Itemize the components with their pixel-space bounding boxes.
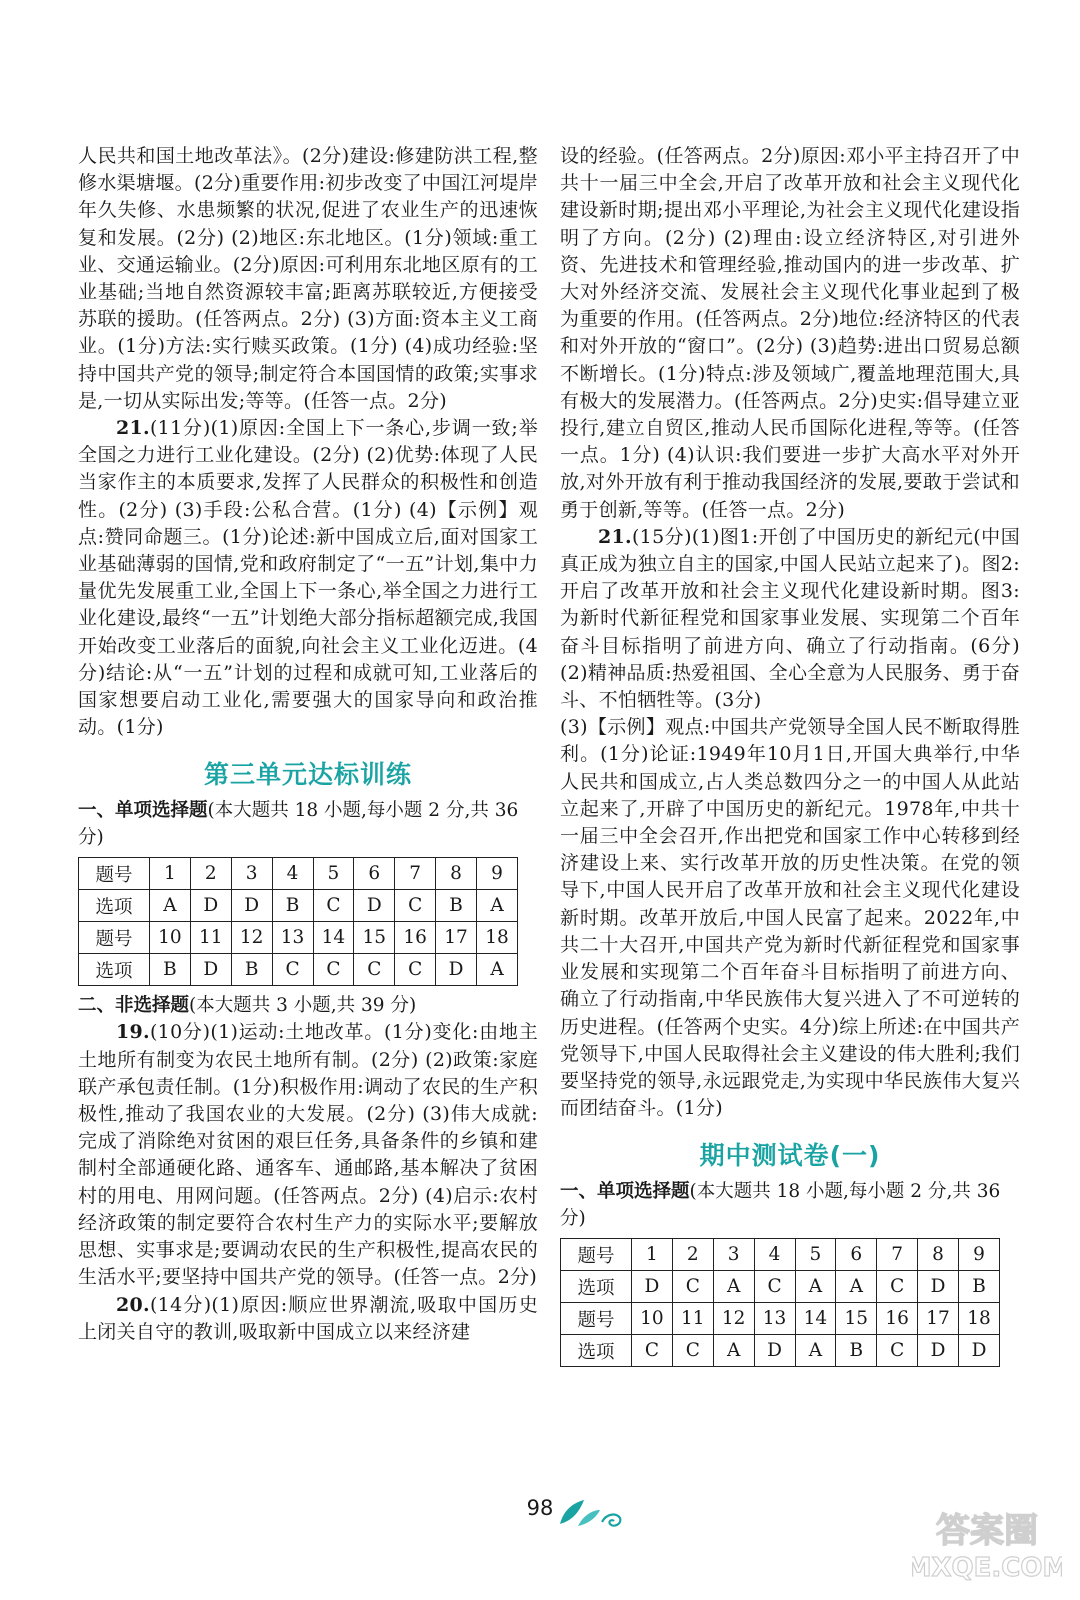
table-cell: 5 xyxy=(795,1239,836,1271)
mc-heading-rest: (本大题共 18 小题,每小题 2 分,共 36 分) xyxy=(560,1181,1001,1230)
table-row xyxy=(79,922,518,954)
table-cell: A xyxy=(795,1335,836,1367)
table-cell: 18 xyxy=(477,922,518,954)
answer-table-unit3 xyxy=(78,857,518,986)
table-cell: A xyxy=(795,1271,836,1303)
table-cell: 6 xyxy=(354,858,395,890)
q20-number: 20. xyxy=(116,1293,150,1316)
left-question-21 xyxy=(78,415,538,741)
q21-answer: (15分)(1)图1:开创了中国历史的新纪元(中国真正成为独立自主的国家,中国人民站立起来了)。图2:开启了改革开放和社会主义现代化建设新时期。图3:为新时代新征程党和国家事业发展、实现第二个百年奋斗目标指明了前进方向、确立了行动指南。(6分) (2)精神品质:热爱祖国、全心全意为人民服务、勇于奋斗、不怕牺牲等。(3分) xyxy=(560,525,1020,712)
table-cell: 4 xyxy=(272,858,313,890)
table-cell: 14 xyxy=(313,922,354,954)
right-question-21 xyxy=(560,524,1020,714)
table-cell: 4 xyxy=(754,1239,795,1271)
row-label: 选项 xyxy=(561,1335,632,1367)
left-column xyxy=(78,143,538,1346)
table-row xyxy=(561,1303,1000,1335)
row-label: 题号 xyxy=(79,922,150,954)
left-answer-continued: 人民共和国土地改革法》。(2分)建设:修建防洪工程,整修水渠塘堰。(2分)重要作用:初步改变了中国江河堤岸年久失修、水患频繁的状况,促进了农业生产的迅速恢复和发展。(2分) (2)地区:东北地区。(1分)领域:重工业、交通运输业。(2分)原因:可利用东北地区原有的工业基础;当地自然资源较丰富;距离苏联较近,方便接受苏联的援助。(任答两点。2分) (3)方面:资本主义工商业。(1分)方法:实行赎买政策。(1分) (4)成功经验:坚持中国共产党的领导;制定符合本国国情的政策;实事求是,一切从实际出发;等等。(任答一点。2分) xyxy=(78,145,538,412)
table-row xyxy=(79,890,518,922)
table-cell: 2 xyxy=(672,1239,713,1271)
watermark-logo xyxy=(912,1506,1062,1588)
table-cell: 16 xyxy=(877,1303,918,1335)
table-cell: 13 xyxy=(272,922,313,954)
table-cell: 16 xyxy=(395,922,436,954)
table-cell: 18 xyxy=(959,1303,1000,1335)
table-cell: C xyxy=(672,1335,713,1367)
table-cell: C xyxy=(632,1335,673,1367)
table-cell: D xyxy=(231,890,272,922)
table-cell: 14 xyxy=(795,1303,836,1335)
table-cell: 17 xyxy=(918,1303,959,1335)
section-title-midterm: 期中测试卷(一) xyxy=(699,1141,881,1171)
table-cell: C xyxy=(313,890,354,922)
table-cell: 7 xyxy=(395,858,436,890)
q20-answer: (14分)(1)原因:顺应世界潮流,吸取中国历史上闭关自守的教训,吸取新中国成立以来经济建 xyxy=(78,1293,538,1343)
page-number: 98 xyxy=(526,1496,554,1520)
row-label: 题号 xyxy=(561,1303,632,1335)
table-cell: A xyxy=(713,1335,754,1367)
q19-answer: (10分)(1)运动:土地改革。(1分)变化:由地主土地所有制变为农民土地所有制。(2分) (2)政策:家庭联产承包责任制。(1分)积极作用:调动了农民的生产积极性,推动了我国农业的大发展。(2分) (3)伟大成就:完成了消除绝对贫困的艰巨任务,具备条件的乡镇和建制村全部通硬化路、通客车、通邮路,基本解决了贫困村的用电、用网问题。(任答两点。2分) (4)启示:农村经济政策的制定要符合农村生产力的实际水平;要解放思想、实事求是;要调动农民的生产积极性,提高农民的生活水平;要坚持中国共产党的领导。(任答一点。2分) xyxy=(78,1021,538,1289)
table-cell: 9 xyxy=(959,1239,1000,1271)
table-row xyxy=(79,858,518,890)
table-cell: D xyxy=(754,1335,795,1367)
table-cell: 2 xyxy=(190,858,231,890)
left-question-20 xyxy=(78,1292,538,1346)
table-row xyxy=(561,1335,1000,1367)
table-cell: B xyxy=(272,890,313,922)
table-cell: C xyxy=(313,954,354,986)
table-row xyxy=(561,1271,1000,1303)
right-answer-continued: 设的经验。(任答两点。2分)原因:邓小平主持召开了中共十一届三中全会,开启了改革开放和社会主义现代化建设新时期;提出邓小平理论,为社会主义现代化建设指明了方向。(2分) (2)理由:设立经济特区,对引进外资、先进技术和管理经验,推动国内的进一步改革、扩大对外经济交流、发展社会主义现代化事业起到了极为重要的作用。(任答两点。2分)地位:经济特区的代表和对外开放的“窗口”。(2分) (3)趋势:进出口贸易总额不断增长。(1分)特点:涉及领域广,覆盖地理范围大,具有极大的发展潜力。(任答两点。2分)史实:倡导建立亚投行,建立自贸区,推动人民币国际化进程,等等。(任答一点。1分) (4)认识:我们要进一步扩大高水平对外开放,对外开放有利于推动我国经济的发展,要敢于尝试和勇于创新,等等。(任答一点。2分) xyxy=(560,145,1020,521)
table-cell: C xyxy=(877,1271,918,1303)
answer-table-midterm xyxy=(560,1238,1000,1367)
table-cell: D xyxy=(436,954,477,986)
q21-number: 21. xyxy=(116,417,150,440)
q21-answer: (11分)(1)原因:全国上下一条心,步调一致;举全国之力进行工业化建设。(2分) (2)优势:体现了人民当家作主的本质要求,发挥了人民群众的积极性和创造性。(2分) (3)手段:公私合营。(1分) (4)【示例】观点:赞同命题三。(1分)论述:新中国成立后,面对国家工业基础薄弱的国情,党和政府制定了“一五”计划,集中力量优先发展重工业,全国上下一条心,举全国之力进行工业化建设,最终“一五”计划绝大部分指标超额完成,我国开始改变工业落后的面貌,向社会主义工业化迈进。(4分)结论:从“一五”计划的过程和成就可知,工业落后的国家想要启动工业化,需要强大的国家导向和政治推动。(1分) xyxy=(78,417,538,739)
mc-heading xyxy=(78,797,538,851)
table-cell: C xyxy=(395,954,436,986)
mc-heading xyxy=(560,1178,1020,1232)
watermark-text-bottom: MXQE.COM xyxy=(912,1553,1062,1583)
table-cell: 15 xyxy=(836,1303,877,1335)
table-cell: A xyxy=(836,1271,877,1303)
table-cell: D xyxy=(190,954,231,986)
non-mc-heading-rest: (本大题共 3 小题,共 39 分) xyxy=(189,995,417,1017)
leaf-swirl-icon xyxy=(554,1494,634,1538)
table-cell: B xyxy=(436,890,477,922)
table-cell: A xyxy=(150,890,191,922)
table-cell: 15 xyxy=(354,922,395,954)
table-cell: 1 xyxy=(150,858,191,890)
table-cell: B xyxy=(231,954,272,986)
table-row xyxy=(561,1239,1000,1271)
mc-heading-rest: (本大题共 18 小题,每小题 2 分,共 36 分) xyxy=(78,800,519,849)
table-cell: 1 xyxy=(632,1239,673,1271)
table-row xyxy=(79,954,518,986)
non-mc-heading xyxy=(78,992,538,1019)
table-cell: D xyxy=(918,1335,959,1367)
table-cell: 8 xyxy=(436,858,477,890)
table-cell: C xyxy=(877,1335,918,1367)
table-cell: 10 xyxy=(150,922,191,954)
table-cell: B xyxy=(150,954,191,986)
table-cell: 6 xyxy=(836,1239,877,1271)
table-cell: B xyxy=(836,1335,877,1367)
q21-number: 21. xyxy=(598,525,632,548)
mc-heading-bold: 一、单项选择题 xyxy=(560,1181,690,1203)
table-cell: 17 xyxy=(436,922,477,954)
table-cell: D xyxy=(632,1271,673,1303)
table-cell: 8 xyxy=(918,1239,959,1271)
table-cell: 3 xyxy=(231,858,272,890)
table-cell: C xyxy=(754,1271,795,1303)
q19-number: 19. xyxy=(116,1021,150,1044)
row-label: 题号 xyxy=(561,1239,632,1271)
table-cell: 3 xyxy=(713,1239,754,1271)
table-cell: 9 xyxy=(477,858,518,890)
table-cell: 7 xyxy=(877,1239,918,1271)
right-question-21-part3: (3)【示例】观点:中国共产党领导全国人民不断取得胜利。(1分)论证:1949年10月1日,开国大典举行,中华人民共和国成立,占人类总数四分之一的中国人从此站立起来了,开辟了中国历史的新纪元。1978年,中共十一届三中全会召开,作出把党和国家工作中心转移到经济建设上来、实行改革开放的历史性决策。在党的领导下,中国人民开启了改革开放和社会主义现代化建设新时期。改革开放后,中国人民富了起来。2022年,中共二十大召开,中国共产党为新时代新征程党和国家事业发展和实现第二个百年奋斗目标指明了前进方向、确立了行动指南,中华民族伟大复兴进入了不可逆转的历史进程。(任答两个史实。4分)综上所述:在中国共产党领导下,中国人民取得社会主义建设的伟大胜利;我们要坚持党的领导,永远跟党走,为实现中华民族伟大复兴而团结奋斗。(1分) xyxy=(560,716,1020,1120)
table-cell: D xyxy=(354,890,395,922)
table-cell: 11 xyxy=(672,1303,713,1335)
row-label: 选项 xyxy=(561,1271,632,1303)
table-cell: C xyxy=(395,890,436,922)
table-cell: 11 xyxy=(190,922,231,954)
table-cell: A xyxy=(477,890,518,922)
right-column xyxy=(560,143,1020,1373)
table-cell: 13 xyxy=(754,1303,795,1335)
table-cell: C xyxy=(672,1271,713,1303)
row-label: 题号 xyxy=(79,858,150,890)
table-cell: A xyxy=(477,954,518,986)
section-title-unit3: 第三单元达标训练 xyxy=(203,760,412,790)
table-cell: 12 xyxy=(713,1303,754,1335)
table-cell: 5 xyxy=(313,858,354,890)
left-question-19 xyxy=(78,1019,538,1291)
row-label: 选项 xyxy=(79,890,150,922)
row-label: 选项 xyxy=(79,954,150,986)
non-mc-heading-bold: 二、非选择题 xyxy=(78,995,190,1017)
mc-heading-bold: 一、单项选择题 xyxy=(78,800,208,822)
table-cell: C xyxy=(354,954,395,986)
table-cell: B xyxy=(959,1271,1000,1303)
table-cell: C xyxy=(272,954,313,986)
table-cell: 10 xyxy=(632,1303,673,1335)
table-cell: A xyxy=(713,1271,754,1303)
table-cell: 12 xyxy=(231,922,272,954)
table-cell: D xyxy=(190,890,231,922)
table-cell: D xyxy=(918,1271,959,1303)
table-cell: D xyxy=(959,1335,1000,1367)
watermark-text-top: 答案圈 xyxy=(936,1511,1038,1551)
